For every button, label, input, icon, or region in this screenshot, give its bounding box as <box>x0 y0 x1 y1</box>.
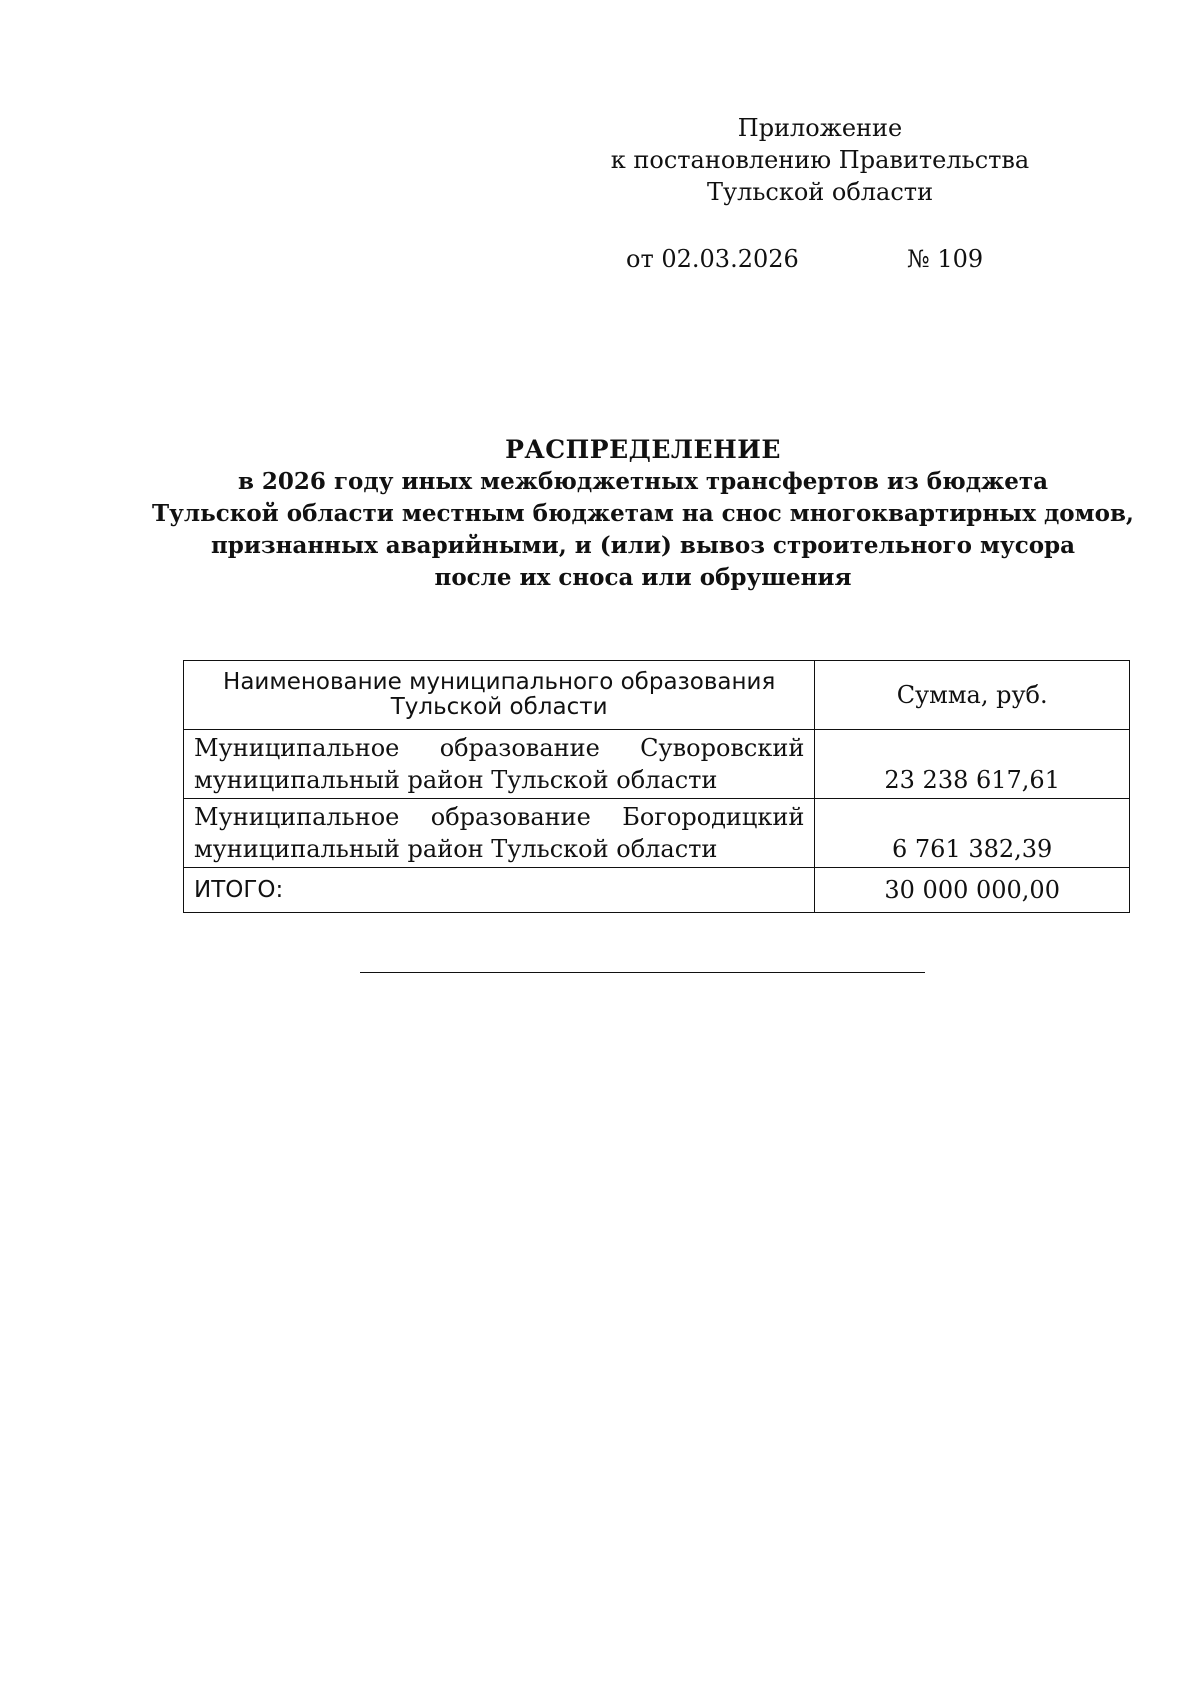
document-title-line-4: после их сноса или обрушения <box>434 564 852 591</box>
municipality-name-line-1: Муниципальное образование Суворовский <box>194 734 805 762</box>
column-header-name <box>184 661 815 730</box>
column-header-sum: Сумма, руб. <box>815 661 1130 730</box>
appendix-reference: к постановлению Правительства <box>610 146 1030 174</box>
resolution-date: от 02.03.2026 <box>626 245 799 273</box>
table-total-row <box>184 868 1130 913</box>
municipality-name-line-2: муниципальный район Тульской области <box>194 766 718 794</box>
municipality-name-cell <box>184 730 815 799</box>
column-header-name-line-1: Наименование муниципального образования <box>223 669 776 695</box>
resolution-number: № 109 <box>907 245 984 273</box>
amount-cell: 23 238 617,61 <box>815 730 1130 799</box>
column-header-name-line-2: Тульской области <box>390 694 608 720</box>
municipality-name-cell <box>184 799 815 868</box>
amount-cell: 6 761 382,39 <box>815 799 1130 868</box>
distribution-table <box>183 660 1130 913</box>
municipality-name-line-1: Муниципальное образование Богородицкий <box>194 803 805 831</box>
municipality-name-line-2: муниципальный район Тульской области <box>194 835 718 863</box>
document-title-line-1: в 2026 году иных межбюджетных трансфертов из бюджета <box>237 468 1049 495</box>
end-divider <box>360 972 925 973</box>
appendix-block <box>590 112 1050 208</box>
total-label: ИТОГО: <box>184 868 815 913</box>
appendix-region: Тульской области <box>706 178 934 206</box>
table-header-row <box>184 661 1130 730</box>
document-title-line-2: Тульской области местным бюджетам на снос многоквартирных домов, <box>152 500 1134 527</box>
total-amount: 30 000 000,00 <box>815 868 1130 913</box>
table-row <box>184 799 1130 868</box>
document-title-main: РАСПРЕДЕЛЕНИЕ <box>505 435 781 464</box>
table-row <box>184 730 1130 799</box>
appendix-title: Приложение <box>737 114 903 142</box>
document-title-line-3: признанных аварийными, и (или) вывоз строительного мусора <box>210 532 1076 559</box>
document-title <box>100 434 1186 594</box>
